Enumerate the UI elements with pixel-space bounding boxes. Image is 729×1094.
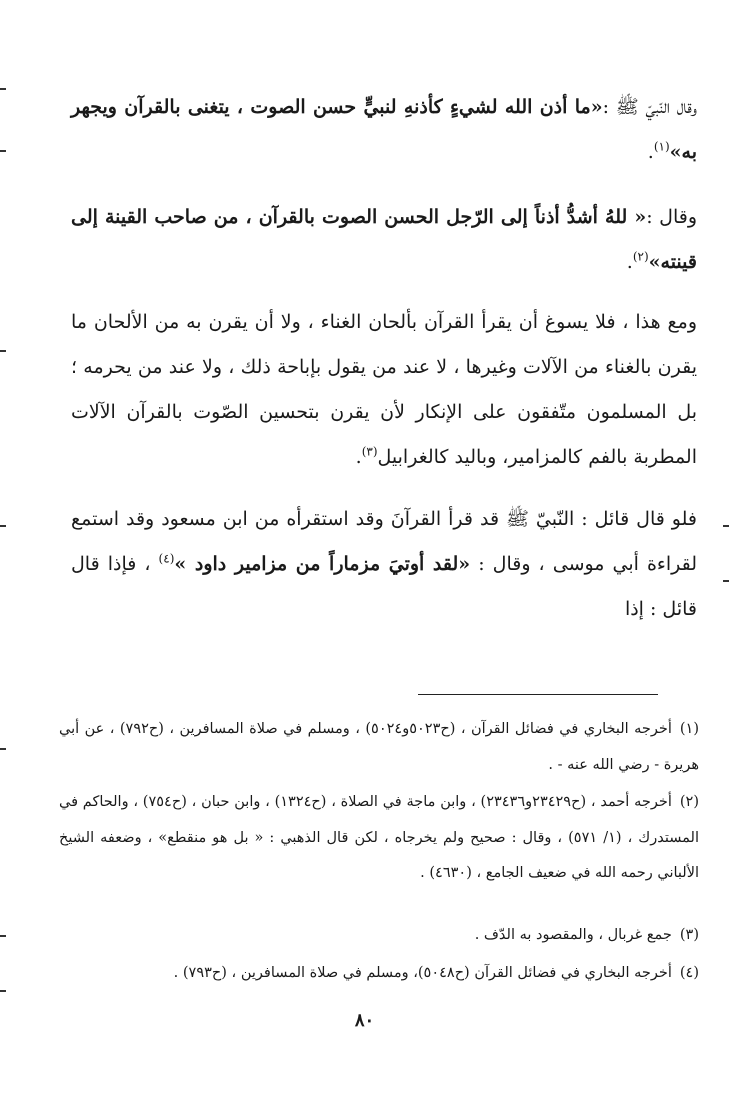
footnote-number: (١) <box>679 721 699 737</box>
scan-edge-mark <box>723 580 729 582</box>
footnote-2 <box>59 785 699 892</box>
footnote-ref-1[interactable]: (١) <box>653 139 670 154</box>
hadith-quote-3: «لقد أوتيَ مزماراً من مزامير داود » <box>174 553 471 575</box>
scan-edge-mark <box>0 935 6 937</box>
paragraph-1: وقال النّبيّ ﷺ :«ما أذن الله لشيءٍ كأذنهِ لنبيٍّ حسن الصوت ، يتغنى بالقرآن ويجهر به»$^{(١)}$. <box>71 96 697 163</box>
footnote-divider <box>418 694 658 695</box>
footnote-ref-3[interactable]: (٣) <box>361 444 378 459</box>
footnote-ref-2[interactable]: (٢) <box>632 249 649 264</box>
hadith-quote-2: « للهُ أشدُّ أذناً إلى الرّجل الحسن الصوت بالقرآن ، من صاحب القينة إلى قينته» <box>71 206 697 273</box>
paragraph-2-intro: وقال : <box>646 206 698 228</box>
scan-edge-mark <box>0 150 6 152</box>
paragraph-4-intro: فلو قال قائل : النّبيّ ﷺ قد قرأ القرآنَ وقد استقرأه من ابن مسعود وقد استمع لقراءة أبي موسى ، وقال : <box>71 508 698 575</box>
scan-edge-mark <box>0 525 6 527</box>
footnote-text: جمع غربال ، والمقصود به الدّف . <box>474 927 672 943</box>
paragraph-4-continuation: ، فإذا قال قائل : إذا <box>71 553 697 620</box>
footnote-text: أخرجه البخاري في فضائل القرآن ، (ح٥٠٢٣و٥٠٢٤) ، ومسلم في صلاة المسافرين ، (ح٧٩٢) ، عن أبي هريرة - رضي الله عنه - . <box>59 721 699 773</box>
scan-edge-mark <box>0 990 6 992</box>
footnote-number: (٣) <box>679 927 699 943</box>
footnote-1 <box>59 712 699 783</box>
footnote-4 <box>59 956 699 992</box>
footnote-number: (٢) <box>679 794 699 810</box>
paragraph-3: ومع هذا ، فلا يسوغ أن يقرأ القرآن بألحان الغناء ، ولا أن يقرن به من الألحان ما يقرن بالغناء من الآلات وغيرها ، لا عند من يقول بإباحة ذلك ، ولا عند من يحرمه ؛ بل المسلمون متّفقون على الإنكار لأن يقرن بتحسين الصّوت بالقرآن الآلات المطربة بالفم كالمزامير، وباليد كالغرابيل$^{(٣)}$. <box>71 311 697 468</box>
hadith-quote-1: «ما أذن الله لشيءٍ كأذنهِ لنبيٍّ حسن الصوت ، يتغنى بالقرآن ويجهر به» <box>71 96 697 163</box>
scan-edge-mark <box>723 525 729 527</box>
scan-edge-mark <box>0 350 6 352</box>
paragraph-1-intro: وقال النّبيّ ﷺ : <box>602 96 697 118</box>
footnote-3 <box>59 918 699 954</box>
footnote-text: أخرجه البخاري في فضائل القرآن (ح٥٠٤٨)، ومسلم في صلاة المسافرين ، (ح٧٩٣) . <box>173 965 672 981</box>
paragraph-4 <box>71 497 697 632</box>
paragraph-2: وقال :« للهُ أشدُّ أذناً إلى الرّجل الحسن الصوت بالقرآن ، من صاحب القينة إلى قينته»$^{(٢)}$. <box>71 206 698 273</box>
paragraph-3-text: ومع هذا ، فلا يسوغ أن يقرأ القرآن بألحان الغناء ، ولا أن يقرن به من الألحان ما يقرن بالغناء من الآلات وغيرها ، لا عند من يقول بإباحة ذلك ، ولا عند من يحرمه ؛ بل المسلمون متّفقون على الإنكار لأن يقرن بتحسين الصّوت بالقرآن الآلات المطربة بالفم كالمزامير، وباليد كالغرابيل <box>71 311 697 468</box>
footnote-text: أخرجه أحمد ، (ح٢٣٤٢٩و٢٣٤٣٦) ، وابن ماجة في الصلاة ، (ح١٣٢٤) ، وابن حبان ، (ح٧٥٤) ، والحاكم في المستدرك ، (١/ ٥٧١) ، وقال : صحيح ولم يخرجاه ، لكن قال الذهبي : « بل هو منقطع» ، وضعفه الشيخ الألباني رحمه الله في ضعيف الجامع ، (٤٦٣٠) . <box>59 794 699 881</box>
footnote-ref-4[interactable]: (٤) <box>158 551 175 566</box>
footnote-number: (٤) <box>679 965 699 981</box>
scan-edge-mark <box>0 748 6 750</box>
scan-edge-mark <box>0 88 6 90</box>
page-number: ٨٠ <box>354 1010 375 1031</box>
